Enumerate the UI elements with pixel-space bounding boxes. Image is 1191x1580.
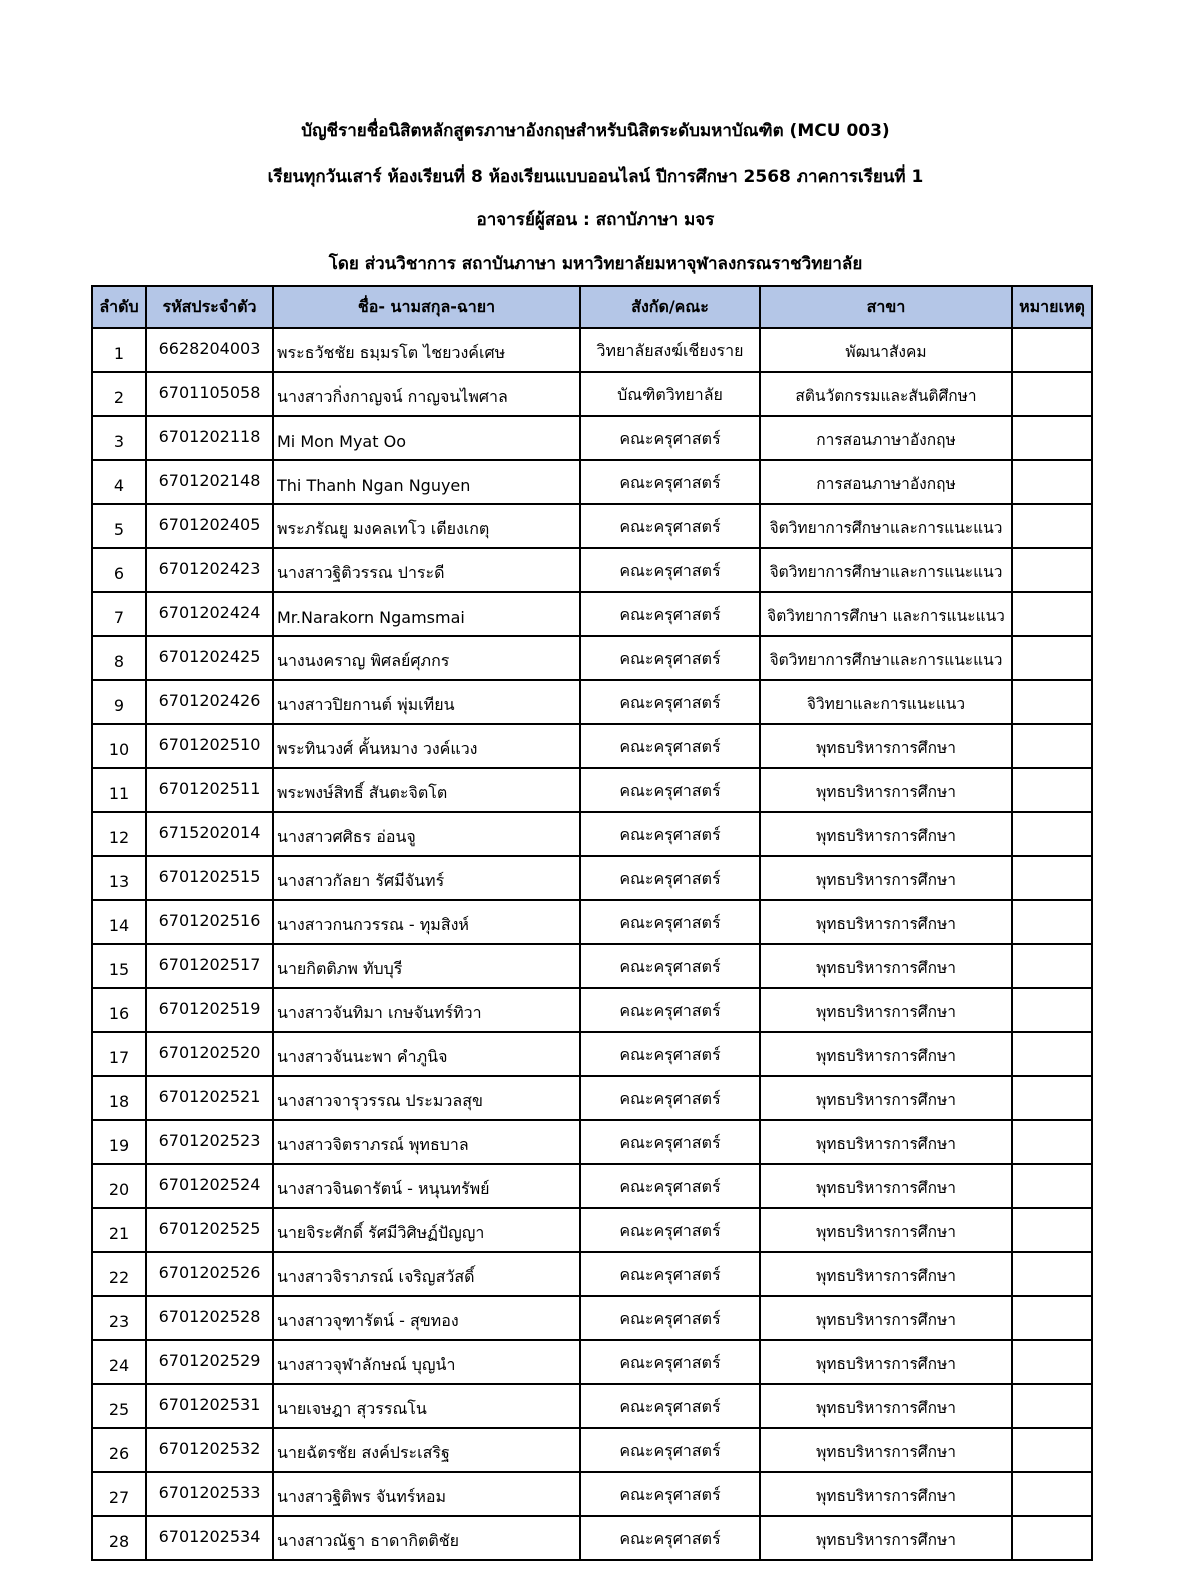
cell-major: พุทธบริหารการศึกษา: [760, 1252, 1012, 1296]
cell-faculty: คณะครุศาสตร์: [580, 900, 760, 944]
cell-no: 22: [92, 1252, 146, 1296]
cell-note: [1012, 592, 1092, 636]
cell-major: พุทธบริหารการศึกษา: [760, 1472, 1012, 1516]
cell-faculty: คณะครุศาสตร์: [580, 1340, 760, 1384]
cell-student-id: 6701202525: [146, 1208, 273, 1252]
cell-note: [1012, 1428, 1092, 1472]
cell-student-id: 6701202118: [146, 416, 273, 460]
cell-note: [1012, 372, 1092, 416]
table-row: [92, 1296, 1092, 1340]
cell-name: นางสาวฐิติวรรณ ปาระดี: [273, 548, 580, 592]
cell-faculty: คณะครุศาสตร์: [580, 636, 760, 680]
cell-student-id: 6701202534: [146, 1516, 273, 1560]
table-row: [92, 372, 1092, 416]
cell-major: พัฒนาสังคม: [760, 328, 1012, 372]
table-body: [92, 328, 1092, 1560]
column-header-name: ชื่อ- นามสกุล-ฉายา: [273, 286, 580, 328]
cell-faculty: วิทยาลัยสงฆ์เชียงราย: [580, 328, 760, 372]
cell-faculty: คณะครุศาสตร์: [580, 1472, 760, 1516]
table-row: [92, 416, 1092, 460]
cell-student-id: 6701202526: [146, 1252, 273, 1296]
cell-faculty: คณะครุศาสตร์: [580, 460, 760, 504]
cell-name: พระภรัณยู มงคลเทโว เตียงเกตุ: [273, 504, 580, 548]
cell-name: Mr.Narakorn Ngamsmai: [273, 592, 580, 636]
cell-no: 8: [92, 636, 146, 680]
table-row: [92, 1164, 1092, 1208]
cell-student-id: 6701202529: [146, 1340, 273, 1384]
cell-student-id: 6701202405: [146, 504, 273, 548]
cell-no: 9: [92, 680, 146, 724]
table-row: [92, 900, 1092, 944]
cell-note: [1012, 680, 1092, 724]
cell-name: นางนงคราญ พิศลย์ศุภกร: [273, 636, 580, 680]
table-row: [92, 1120, 1092, 1164]
cell-student-id: 6701105058: [146, 372, 273, 416]
cell-major: จิวิทยาและการแนะแนว: [760, 680, 1012, 724]
cell-note: [1012, 1120, 1092, 1164]
cell-no: 2: [92, 372, 146, 416]
cell-no: 15: [92, 944, 146, 988]
cell-name: Mi Mon Myat Oo: [273, 416, 580, 460]
student-roster-table: [91, 285, 1093, 1561]
cell-note: [1012, 1516, 1092, 1560]
column-header-faculty: สังกัด/คณะ: [580, 286, 760, 328]
table-row: [92, 1340, 1092, 1384]
cell-note: [1012, 548, 1092, 592]
table-row: [92, 1076, 1092, 1120]
document-title: บัญชีรายชื่อนิสิตหลักสูตรภาษาอังกฤษสำหรับนิสิตระดับมหาบัณฑิต (MCU 003): [301, 121, 890, 141]
cell-note: [1012, 504, 1092, 548]
cell-note: [1012, 856, 1092, 900]
cell-note: [1012, 328, 1092, 372]
cell-major: พุทธบริหารการศึกษา: [760, 1164, 1012, 1208]
cell-faculty: คณะครุศาสตร์: [580, 944, 760, 988]
cell-student-id: 6628204003: [146, 328, 273, 372]
cell-no: 12: [92, 812, 146, 856]
cell-student-id: 6701202148: [146, 460, 273, 504]
cell-name: นายเจษฎา สุวรรณโน: [273, 1384, 580, 1428]
cell-name: นางสาวจิราภรณ์ เจริญสวัสดิ์: [273, 1252, 580, 1296]
cell-no: 20: [92, 1164, 146, 1208]
cell-major: พุทธบริหารการศึกษา: [760, 944, 1012, 988]
cell-faculty: คณะครุศาสตร์: [580, 1384, 760, 1428]
cell-major: พุทธบริหารการศึกษา: [760, 812, 1012, 856]
class-schedule-line: เรียนทุกวันเสาร์ ห้องเรียนที่ 8 ห้องเรียนแบบออนไลน์ ปีการศึกษา 2568 ภาคการเรียนที่ 1: [267, 167, 924, 187]
cell-name: นางสาวกิ่งกาญจน์ กาญจนไพศาล: [273, 372, 580, 416]
cell-name: นายจิระศักดิ์ รัศมีวิศิษฏ์ปัญญา: [273, 1208, 580, 1252]
table-row: [92, 812, 1092, 856]
instructor-line: อาจารย์ผู้สอน : สถาบัภาษา มจร: [476, 210, 715, 230]
cell-faculty: คณะครุศาสตร์: [580, 1252, 760, 1296]
cell-no: 14: [92, 900, 146, 944]
cell-faculty: คณะครุศาสตร์: [580, 1208, 760, 1252]
cell-name: นางสาวปิยกานต์ พุ่มเทียน: [273, 680, 580, 724]
cell-note: [1012, 812, 1092, 856]
cell-faculty: คณะครุศาสตร์: [580, 416, 760, 460]
table-row: [92, 592, 1092, 636]
cell-major: การสอนภาษาอังกฤษ: [760, 460, 1012, 504]
cell-no: 19: [92, 1120, 146, 1164]
cell-name: นางสาวจุฬาลักษณ์ บุญนำ: [273, 1340, 580, 1384]
cell-name: นายกิตติภพ ทับบุรี: [273, 944, 580, 988]
cell-student-id: 6701202521: [146, 1076, 273, 1120]
cell-major: จิตวิทยาการศึกษาและการแนะแนว: [760, 504, 1012, 548]
cell-no: 4: [92, 460, 146, 504]
cell-note: [1012, 1076, 1092, 1120]
cell-major: จิตวิทยาการศึกษาและการแนะแนว: [760, 636, 1012, 680]
cell-major: จิตวิทยาการศึกษา และการแนะแนว: [760, 592, 1012, 636]
cell-student-id: 6701202515: [146, 856, 273, 900]
cell-faculty: คณะครุศาสตร์: [580, 1428, 760, 1472]
cell-major: สตินวัตกรรมและสันติศึกษา: [760, 372, 1012, 416]
cell-no: 13: [92, 856, 146, 900]
cell-student-id: 6701202532: [146, 1428, 273, 1472]
cell-name: Thi Thanh Ngan Nguyen: [273, 460, 580, 504]
table-row: [92, 1208, 1092, 1252]
table-row: [92, 328, 1092, 372]
cell-major: พุทธบริหารการศึกษา: [760, 1208, 1012, 1252]
table-row: [92, 680, 1092, 724]
cell-name: นางสาวฐิติพร จันทร์หอม: [273, 1472, 580, 1516]
column-header-major: สาขา: [760, 286, 1012, 328]
cell-major: การสอนภาษาอังกฤษ: [760, 416, 1012, 460]
cell-note: [1012, 724, 1092, 768]
cell-note: [1012, 900, 1092, 944]
cell-note: [1012, 1208, 1092, 1252]
cell-faculty: คณะครุศาสตร์: [580, 988, 760, 1032]
cell-no: 6: [92, 548, 146, 592]
cell-note: [1012, 416, 1092, 460]
cell-faculty: คณะครุศาสตร์: [580, 768, 760, 812]
cell-major: พุทธบริหารการศึกษา: [760, 1428, 1012, 1472]
cell-student-id: 6701202516: [146, 900, 273, 944]
cell-major: จิตวิทยาการศึกษาและการแนะแนว: [760, 548, 1012, 592]
cell-no: 17: [92, 1032, 146, 1076]
cell-note: [1012, 460, 1092, 504]
cell-student-id: 6701202533: [146, 1472, 273, 1516]
cell-student-id: 6701202531: [146, 1384, 273, 1428]
cell-major: พุทธบริหารการศึกษา: [760, 1296, 1012, 1340]
cell-note: [1012, 636, 1092, 680]
cell-student-id: 6715202014: [146, 812, 273, 856]
cell-faculty: คณะครุศาสตร์: [580, 1296, 760, 1340]
column-header-note: หมายเหตุ: [1012, 286, 1092, 328]
cell-no: 16: [92, 988, 146, 1032]
cell-faculty: คณะครุศาสตร์: [580, 680, 760, 724]
cell-note: [1012, 1032, 1092, 1076]
cell-name: นางสาวจันนะพา คำภูนิจ: [273, 1032, 580, 1076]
cell-note: [1012, 1164, 1092, 1208]
cell-faculty: คณะครุศาสตร์: [580, 504, 760, 548]
cell-no: 1: [92, 328, 146, 372]
cell-major: พุทธบริหารการศึกษา: [760, 768, 1012, 812]
cell-no: 26: [92, 1428, 146, 1472]
column-header-student-id: รหัสประจำตัว: [146, 286, 273, 328]
cell-note: [1012, 1296, 1092, 1340]
cell-name: พระพงษ์สิทธิ์ สันตะจิตโต: [273, 768, 580, 812]
table-header-row: [92, 286, 1092, 328]
cell-student-id: 6701202517: [146, 944, 273, 988]
cell-no: 23: [92, 1296, 146, 1340]
cell-name: นางสาวจินดารัตน์ - หนุนทรัพย์: [273, 1164, 580, 1208]
cell-note: [1012, 944, 1092, 988]
cell-no: 24: [92, 1340, 146, 1384]
cell-faculty: คณะครุศาสตร์: [580, 812, 760, 856]
cell-name: นางสาวกนกวรรณ - ทุมสิงห์: [273, 900, 580, 944]
cell-faculty: คณะครุศาสตร์: [580, 1076, 760, 1120]
cell-student-id: 6701202510: [146, 724, 273, 768]
cell-name: นางสาวศศิธร อ่อนจู: [273, 812, 580, 856]
cell-major: พุทธบริหารการศึกษา: [760, 856, 1012, 900]
cell-major: พุทธบริหารการศึกษา: [760, 1076, 1012, 1120]
table-row: [92, 636, 1092, 680]
cell-name: นางสาวจุฑารัตน์ - สุขทอง: [273, 1296, 580, 1340]
table-row: [92, 944, 1092, 988]
table-row: [92, 1472, 1092, 1516]
cell-note: [1012, 1340, 1092, 1384]
cell-no: 5: [92, 504, 146, 548]
cell-name: นางสาวกัลยา รัศมีจันทร์: [273, 856, 580, 900]
cell-major: พุทธบริหารการศึกษา: [760, 988, 1012, 1032]
table-row: [92, 1384, 1092, 1428]
cell-faculty: คณะครุศาสตร์: [580, 548, 760, 592]
cell-major: พุทธบริหารการศึกษา: [760, 1384, 1012, 1428]
table-row: [92, 724, 1092, 768]
cell-major: พุทธบริหารการศึกษา: [760, 724, 1012, 768]
cell-note: [1012, 1252, 1092, 1296]
table-row: [92, 1428, 1092, 1472]
cell-student-id: 6701202519: [146, 988, 273, 1032]
cell-no: 27: [92, 1472, 146, 1516]
table-row: [92, 1032, 1092, 1076]
cell-note: [1012, 988, 1092, 1032]
table-row: [92, 1516, 1092, 1560]
cell-name: พระทินวงศ์ คั้นหมาง วงค์แวง: [273, 724, 580, 768]
cell-note: [1012, 1384, 1092, 1428]
cell-no: 25: [92, 1384, 146, 1428]
cell-name: นางสาวจันทิมา เกษจันทร์ทิวา: [273, 988, 580, 1032]
issuer-line: โดย ส่วนวิชาการ สถาบันภาษา มหาวิทยาลัยมหาจุฬาลงกรณราชวิทยาลัย: [328, 254, 863, 274]
cell-faculty: คณะครุศาสตร์: [580, 856, 760, 900]
cell-faculty: คณะครุศาสตร์: [580, 724, 760, 768]
cell-major: พุทธบริหารการศึกษา: [760, 1032, 1012, 1076]
table-row: [92, 460, 1092, 504]
cell-student-id: 6701202426: [146, 680, 273, 724]
cell-student-id: 6701202524: [146, 1164, 273, 1208]
cell-student-id: 6701202423: [146, 548, 273, 592]
cell-no: 18: [92, 1076, 146, 1120]
table-row: [92, 1252, 1092, 1296]
column-header-no: ลำดับ: [92, 286, 146, 328]
cell-student-id: 6701202528: [146, 1296, 273, 1340]
cell-student-id: 6701202425: [146, 636, 273, 680]
cell-no: 28: [92, 1516, 146, 1560]
cell-student-id: 6701202424: [146, 592, 273, 636]
cell-student-id: 6701202523: [146, 1120, 273, 1164]
cell-major: พุทธบริหารการศึกษา: [760, 1340, 1012, 1384]
cell-no: 7: [92, 592, 146, 636]
cell-name: พระธวัชชัย ธมฺมรโต ไชยวงค์เศษ: [273, 328, 580, 372]
table-row: [92, 768, 1092, 812]
cell-name: นางสาวณัฐา ธาดากิตติชัย: [273, 1516, 580, 1560]
cell-faculty: คณะครุศาสตร์: [580, 592, 760, 636]
cell-student-id: 6701202511: [146, 768, 273, 812]
cell-major: พุทธบริหารการศึกษา: [760, 1120, 1012, 1164]
table-row: [92, 856, 1092, 900]
cell-note: [1012, 768, 1092, 812]
cell-note: [1012, 1472, 1092, 1516]
cell-faculty: คณะครุศาสตร์: [580, 1120, 760, 1164]
cell-name: นางสาวจิตราภรณ์ พุทธบาล: [273, 1120, 580, 1164]
table-row: [92, 548, 1092, 592]
cell-student-id: 6701202520: [146, 1032, 273, 1076]
cell-no: 10: [92, 724, 146, 768]
cell-faculty: คณะครุศาสตร์: [580, 1164, 760, 1208]
cell-no: 3: [92, 416, 146, 460]
cell-faculty: คณะครุศาสตร์: [580, 1516, 760, 1560]
cell-no: 11: [92, 768, 146, 812]
cell-name: นางสาวจารุวรรณ ประมวลสุข: [273, 1076, 580, 1120]
cell-major: พุทธบริหารการศึกษา: [760, 900, 1012, 944]
cell-major: พุทธบริหารการศึกษา: [760, 1516, 1012, 1560]
table-row: [92, 504, 1092, 548]
table-row: [92, 988, 1092, 1032]
cell-faculty: คณะครุศาสตร์: [580, 1032, 760, 1076]
cell-faculty: บัณฑิตวิทยาลัย: [580, 372, 760, 416]
cell-no: 21: [92, 1208, 146, 1252]
cell-name: นายฉัตรชัย สงค์ประเสริฐ: [273, 1428, 580, 1472]
